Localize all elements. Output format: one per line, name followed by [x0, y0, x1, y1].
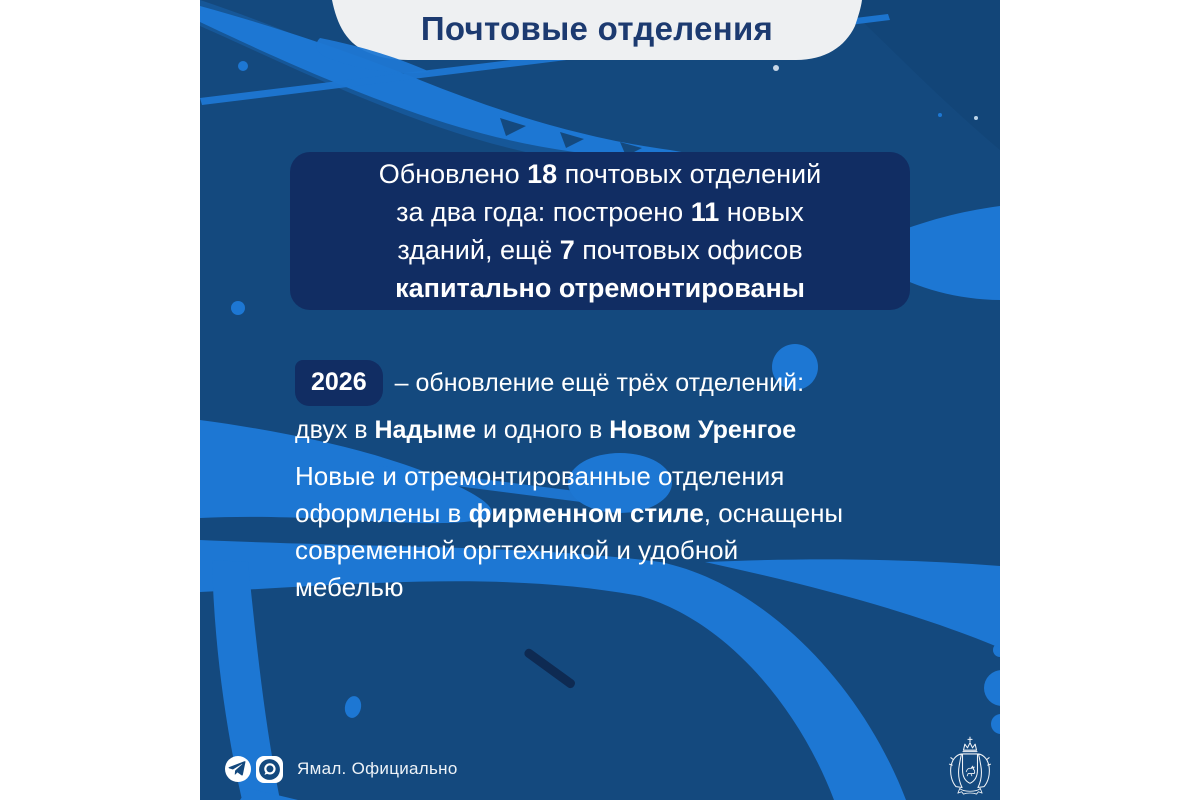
- telegram-plane-glyph: [225, 756, 251, 782]
- paint-dot: [343, 695, 363, 720]
- telegram-icon[interactable]: [225, 756, 251, 782]
- paint-dot: [238, 61, 248, 71]
- timeline-2026: [295, 360, 915, 448]
- chat-bubble-glyph: [257, 757, 282, 782]
- messenger-icon[interactable]: [256, 756, 283, 783]
- paint-dot: [991, 714, 1000, 734]
- paint-speck: [773, 65, 779, 71]
- description-paragraph: [295, 458, 915, 606]
- page-title: Почтовые отделения: [420, 10, 774, 47]
- footer-label: Ямал. Официально: [297, 759, 458, 778]
- text-line: оформлены в фирменном стиле, оснащены: [295, 498, 844, 528]
- text-line: мебелью: [295, 572, 404, 602]
- text-line: за два года: построено 11 новых: [396, 197, 804, 227]
- paint-speck: [974, 116, 978, 120]
- infographic-poster: [200, 0, 1000, 800]
- text-line: зданий, ещё 7 почтовых офисов: [397, 235, 803, 265]
- paint-dot: [984, 670, 1000, 706]
- text-line: Новые и отремонтированные отделения: [295, 461, 785, 491]
- text-line: Обновлено 18 почтовых отделений: [378, 159, 822, 189]
- text-line: 2026 – обновление ещё трёх отделений:: [295, 360, 915, 406]
- year-chip: 2026: [295, 360, 383, 406]
- yamal-coat-of-arms-icon: [942, 736, 998, 798]
- info-panel: [290, 152, 910, 310]
- paint-texture-slash: [523, 647, 577, 690]
- footer: [225, 752, 458, 786]
- text-line: капитально отремонтированы: [395, 273, 805, 303]
- paint-dot: [938, 113, 942, 117]
- paint-dot: [231, 301, 245, 315]
- text-line: двух в Надыме и одного в Новом Уренгое: [295, 416, 797, 444]
- text-line: современной оргтехникой и удобной: [295, 535, 739, 565]
